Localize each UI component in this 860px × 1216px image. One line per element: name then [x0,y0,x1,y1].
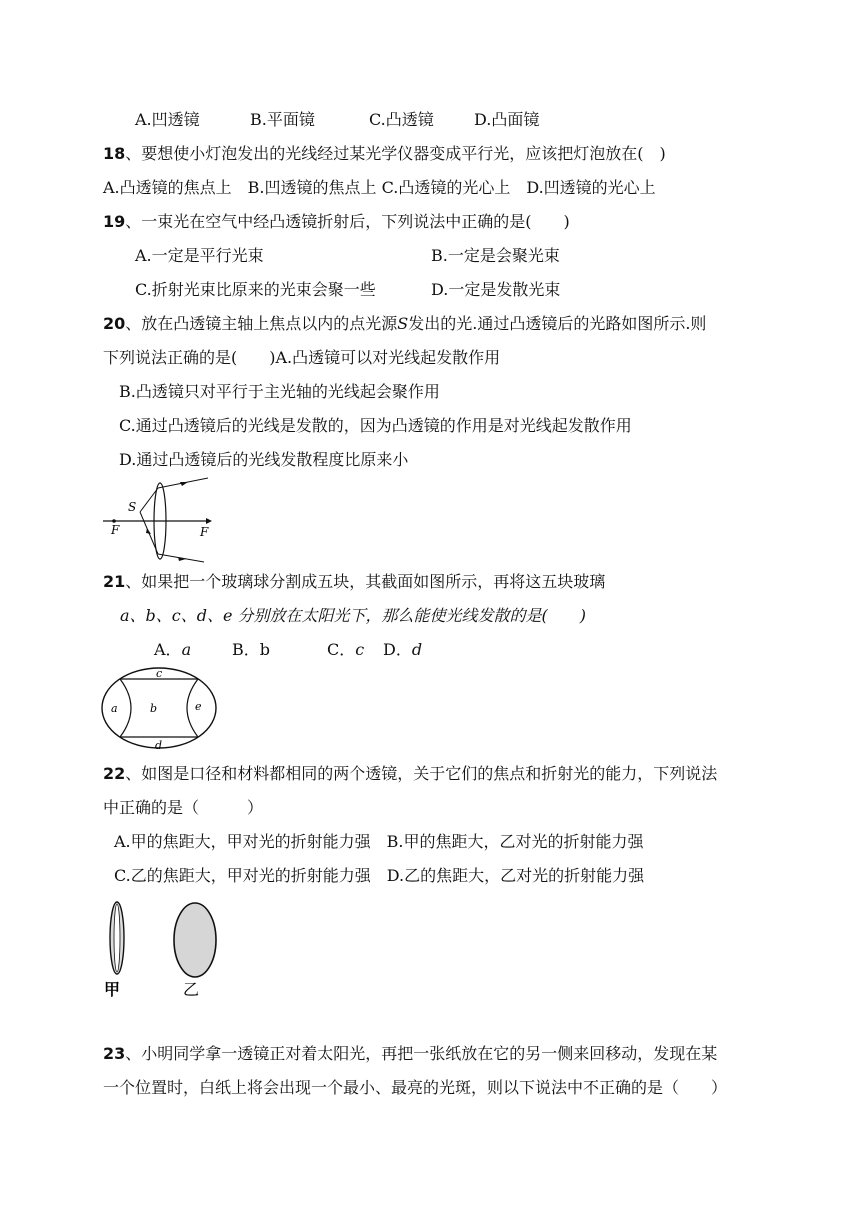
q23-stem-line1 [103,1044,717,1064]
piece-a-label: a [111,702,118,715]
q21-option-d-var: d [411,640,423,659]
q18-stem-text: 、要想使小灯泡发出的光线经过某光学仪器变成平行光，应该把灯泡放在( ) [125,144,666,163]
q18-options: A.凸透镜的焦点上 B.凹透镜的焦点上 C.凸透镜的光心上 D.凹透镜的光心上 [103,178,656,197]
q21-option-d [383,640,422,660]
q21-option-b: B．b [232,640,271,659]
q22-stem-line2: 中正确的是（ ） [103,798,264,817]
q19-option-b: B.一定是会聚光束 [431,246,560,265]
question-number: 19 [103,212,126,231]
q17-option-a: A.凹透镜 [135,110,200,129]
q21-option-c-label: C． [327,640,356,659]
lens-jia-inner [114,904,120,972]
q21-option-a-var: a [181,640,192,659]
focus-f-left-label: F [111,523,120,537]
q23-stem-line2: 一个位置时，白纸上将会出现一个最小、最亮的光斑，则以下说法中不正确的是（ ） [103,1078,728,1097]
q22-stem-line1 [103,764,717,784]
q20-stem-line1 [103,314,706,334]
axis-arrow [206,518,212,524]
q21-option-c [327,640,364,660]
ray-arrow-lower [178,557,186,561]
lens-yi [174,903,216,977]
q19-option-d: D.一定是发散光束 [431,280,561,299]
lens-yi-label: 乙 [183,980,200,999]
q20-stem-text: 发出的光.通过凸透镜后的光路如图所示.则 [408,314,707,333]
piece-e-label: e [195,700,202,713]
q21-stem-line2: a、b、c、d、e 分别放在太阳光下，那么能使光线发散的是( ) [120,606,587,625]
q20-option-d: D.通过凸透镜后的光线发散程度比原来小 [119,450,409,469]
q21-option-c-var: c [355,640,365,659]
ray-arrow-upper [180,482,188,486]
focus-f-right-label: F [200,525,209,539]
q19-option-c: C.折射光束比原来的光束会聚一些 [135,280,376,299]
q20-stem-line2: 下列说法正确的是( )A.凸透镜可以对光线起发散作用 [103,348,501,367]
q22-options-ab: A.甲的焦距大，甲对光的折射能力强 B.甲的焦距大，乙对光的折射能力强 [114,832,644,851]
piece-c-label: c [156,667,163,680]
q20-option-b: B.凸透镜只对平行于主光轴的光线起会聚作用 [119,382,440,401]
q20-stem-text: 、放在凸透镜主轴上焦点以内的点光源 [125,314,398,333]
piece-b-label: b [150,702,158,715]
q22-options-cd: C.乙的焦距大，甲对光的折射能力强 D.乙的焦距大，乙对光的折射能力强 [114,866,645,885]
question-number: 18 [103,144,126,163]
q20-stem-var: S [397,314,409,333]
q19-stem-text: 、一束光在空气中经凸透镜折射后，下列说法中正确的是( ) [125,212,570,231]
q17-option-c: C.凸透镜 [369,110,434,129]
question-number: 20 [103,314,126,333]
q23-stem-text: 、小明同学拿一透镜正对着太阳光，再把一张纸放在它的另一侧来回移动，发现在某 [125,1044,718,1063]
glass-ball-cross-section [100,666,220,752]
q17-option-d: D.凸面镜 [474,110,540,129]
q18-stem [103,144,666,164]
q19-option-a: A.一定是平行光束 [135,246,264,265]
q21-stem-line1 [103,572,605,592]
question-number: 21 [103,572,126,591]
q21-option-d-label: D． [383,640,412,659]
q17-option-b: B.平面镜 [250,110,315,129]
q20-option-c: C.通过凸透镜后的光线是发散的，因为凸透镜的作用是对光线起发散作用 [119,416,632,435]
question-number: 23 [103,1044,126,1063]
concave-cut-left [120,679,131,737]
q22-stem-text: 、如图是口径和材料都相同的两个透镜，关于它们的焦点和折射光的能力，下列说法 [125,764,718,783]
q21-option-a [154,640,191,660]
q19-stem [103,212,570,232]
piece-d-label: d [155,739,163,752]
q21-stem-text: 、如果把一个玻璃球分割成五块，其截面如图所示，再将这五块玻璃 [125,572,606,591]
two-lenses-figure [100,898,230,998]
question-number: 22 [103,764,126,783]
lens-jia-label: 甲 [104,980,121,999]
q21-option-a-label: A． [154,640,182,659]
source-s-label: S [128,500,137,514]
convex-lens-ray-diagram [100,476,215,560]
